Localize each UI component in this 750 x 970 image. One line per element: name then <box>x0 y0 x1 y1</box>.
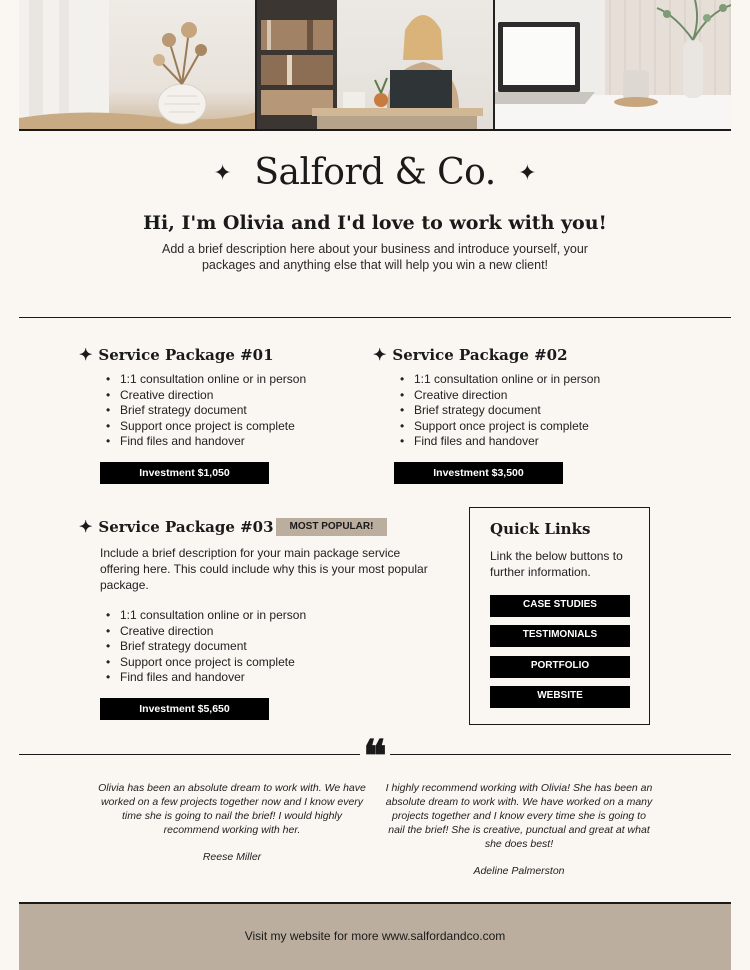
sparkle-icon: ✦ <box>79 345 93 364</box>
brand-title: Salford & Co. <box>254 152 496 193</box>
laptop-illustration <box>495 0 731 129</box>
package-3-title: ✦ Service Package #03 <box>79 517 274 536</box>
list-item: • Creative direction <box>106 624 306 640</box>
package-2-title: ✦ Service Package #02 <box>373 345 568 364</box>
list-item: • Brief strategy document <box>400 403 600 419</box>
package-2-investment-button[interactable]: Investment $3,500 <box>394 462 563 484</box>
case-studies-button[interactable]: CASE STUDIES <box>490 595 630 617</box>
portfolio-button[interactable]: PORTFOLIO <box>490 656 630 678</box>
package-3-features <box>106 608 306 686</box>
package-3-description: Include a brief description for your main package service offering here. This could include why this is your most popular package. <box>100 546 428 592</box>
testimonial-1-author: Reese Miller <box>202 851 262 863</box>
testimonial-2-author: Adeline Palmerston <box>473 865 565 877</box>
sparkle-icon: ✦ <box>373 345 387 364</box>
list-item: • Support once project is complete <box>106 655 306 671</box>
most-popular-badge: MOST POPULAR! <box>276 518 387 536</box>
list-item: • Find files and handover <box>106 434 306 450</box>
package-1-features <box>106 372 306 450</box>
photo-woman-laptop <box>257 0 493 129</box>
footer <box>19 902 731 970</box>
sparkle-icon: ✦ <box>518 159 537 185</box>
list-item: • Find files and handover <box>106 670 306 686</box>
list-item: • Creative direction <box>106 388 306 404</box>
quick-links-description: Link the below buttons to further information. <box>490 549 623 579</box>
website-button[interactable]: WEBSITE <box>490 686 630 708</box>
sparkle-icon: ✦ <box>79 517 93 536</box>
package-3-investment-button[interactable]: Investment $5,650 <box>100 698 269 720</box>
list-item: • 1:1 consultation online or in person <box>400 372 600 388</box>
quick-links-title: Quick Links <box>490 520 591 538</box>
list-item: • Find files and handover <box>400 434 600 450</box>
package-1-investment-button[interactable]: Investment $1,050 <box>100 462 269 484</box>
photo-vase-decor <box>19 0 255 129</box>
divider <box>19 317 731 318</box>
list-item: • 1:1 consultation online or in person <box>106 608 306 624</box>
greeting-heading: Hi, I'm Olivia and I'd love to work with you! <box>143 212 607 234</box>
photo-laptop-desk <box>495 0 731 129</box>
list-item: • Support once project is complete <box>400 419 600 435</box>
desk-illustration <box>257 0 483 129</box>
list-item: • Support once project is complete <box>106 419 306 435</box>
quick-links-panel <box>469 507 650 725</box>
header-photo-strip <box>19 0 731 131</box>
intro-description: Add a brief description here about your business and introduce yourself, your packages and anything else that will help you win a new client! <box>162 242 588 272</box>
website-link[interactable]: Visit my website for more www.salfordandco.com <box>244 929 506 943</box>
sparkle-icon: ✦ <box>213 159 232 185</box>
testimonials-button[interactable]: TESTIMONIALS <box>490 625 630 647</box>
list-item: • 1:1 consultation online or in person <box>106 372 306 388</box>
vase-illustration <box>19 0 255 129</box>
quote-icon: ❝ <box>360 732 390 768</box>
list-item: • Brief strategy document <box>106 639 306 655</box>
list-item: • Brief strategy document <box>106 403 306 419</box>
testimonial-2-text: I highly recommend working with Olivia! She has been an absolute dream to work with. We have worked on a many projects together and I know every time she is going to nail the brief! She is creative, punctual and great at what she does best! <box>385 782 653 850</box>
list-item: • Creative direction <box>400 388 600 404</box>
package-2-features <box>400 372 600 450</box>
testimonial-1-text: Olivia has been an absolute dream to work with. We have worked on a few projects together now and I know every time she is going to nail the brief! I would highly recommend working with her. <box>98 782 366 836</box>
package-1-title: ✦ Service Package #01 <box>79 345 274 364</box>
brand-heading <box>0 152 750 193</box>
